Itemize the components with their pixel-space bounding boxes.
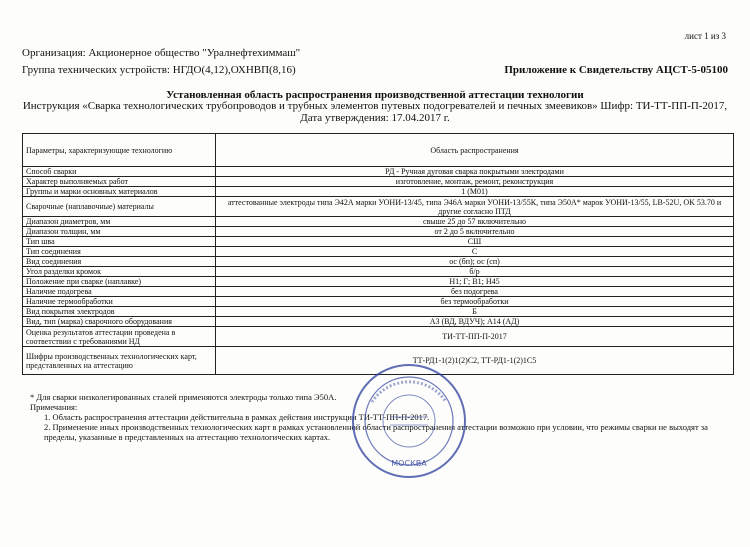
row-parameter: Вид покрытия электродов bbox=[23, 307, 216, 317]
table-row bbox=[23, 267, 734, 277]
table-row bbox=[23, 187, 734, 197]
row-value: А3 (ВД, ВДУЧ); А14 (АД) bbox=[216, 317, 734, 327]
table-row bbox=[23, 167, 734, 177]
row-value: СШ bbox=[216, 237, 734, 247]
device-group: Группа технических устройств: НГДО(4,12),ОХНВП(8,16) bbox=[22, 64, 296, 76]
row-value: без термообработки bbox=[216, 297, 734, 307]
row-parameter: Наличие термообработки bbox=[23, 297, 216, 307]
note-2: 2. Применение иных производственных технологических карт в рамках установленной области распространения аттестации возможно при условии, что режимы сварки не выходят за пределы, указанные в представленных на аттестацию технологических картах. bbox=[44, 422, 708, 442]
row-parameter: Оценка результатов аттестации проведена в соответствии с требованиями НД bbox=[23, 327, 216, 347]
table-row bbox=[23, 287, 734, 297]
row-value: Б bbox=[216, 307, 734, 317]
row-value: С bbox=[216, 247, 734, 257]
sheet-number: лист 1 из 3 bbox=[684, 31, 726, 41]
row-parameter: Диапазон толщин, мм bbox=[23, 227, 216, 237]
row-value: РД - Ручная дуговая сварка покрытыми электродами bbox=[216, 167, 734, 177]
table-row bbox=[23, 197, 734, 217]
row-parameter: Положение при сварке (наплавке) bbox=[23, 277, 216, 287]
table-header-parameters: Параметры, характеризующие технологию bbox=[23, 134, 216, 167]
row-parameter: Диапазон диаметров, мм bbox=[23, 217, 216, 227]
parameters-table bbox=[22, 133, 734, 375]
official-stamp-seal bbox=[350, 362, 468, 480]
row-value: свыше 25 до 57 включительно bbox=[216, 217, 734, 227]
table-row bbox=[23, 217, 734, 227]
row-parameter: Характер выполняемых работ bbox=[23, 177, 216, 187]
row-parameter: Группы и марки основных материалов bbox=[23, 187, 216, 197]
row-parameter: Наличие подогрева bbox=[23, 287, 216, 297]
notes-label: Примечания: bbox=[30, 402, 78, 412]
table-row bbox=[23, 257, 734, 267]
document-heading: Установленная область распространения производственной аттестации технологии bbox=[166, 89, 584, 101]
row-value: Н1; Г; В1; Н45 bbox=[216, 277, 734, 287]
row-value: 1 (М01) bbox=[216, 187, 734, 197]
row-parameter: Шифры производственных технологических карт, представленных на аттестацию bbox=[23, 347, 216, 375]
table-row bbox=[23, 177, 734, 187]
row-parameter: Вид соединения bbox=[23, 257, 216, 267]
row-value: ТТ-РД1-1(2)1(2)С2, ТТ-РД1-1(2)1С5 bbox=[216, 347, 734, 375]
document-subheading: Инструкция «Сварка технологических трубопроводов и трубных элементов путевых подогревателей и печных змеевиков» Шифр: ТИ-ТТ-ПП-П-2017, Дата утверждения: 17.04.2017 г. bbox=[22, 100, 728, 124]
row-parameter: Вид, тип (марка) сварочного оборудования bbox=[23, 317, 216, 327]
row-value: б/р bbox=[216, 267, 734, 277]
table-row bbox=[23, 327, 734, 347]
row-parameter: Тип соединения bbox=[23, 247, 216, 257]
table-row bbox=[23, 297, 734, 307]
table-row bbox=[23, 317, 734, 327]
row-parameter: Угол разделки кромок bbox=[23, 267, 216, 277]
row-value: без подогрева bbox=[216, 287, 734, 297]
row-value: ос (бп); ос (сп) bbox=[216, 257, 734, 267]
row-parameter: Сварочные (наплавочные) материалы bbox=[23, 197, 216, 217]
table-row bbox=[23, 307, 734, 317]
note-1: 1. Область распространения аттестации действительна в рамках действия инструкции ТИ-ТТ-ПП-П-2017. bbox=[44, 412, 430, 422]
table-row bbox=[23, 227, 734, 237]
stamp-city-text: МОСКВА bbox=[391, 459, 427, 468]
footnote: * Для сварки низколегированных сталей применяются электроды только типа Э50А. bbox=[30, 392, 337, 402]
row-value: ТИ-ТТ-ПП-П-2017 bbox=[216, 327, 734, 347]
row-value: от 2 до 5 включительно bbox=[216, 227, 734, 237]
appendix-title: Приложение к Свидетельству АЦСТ-5-05100 bbox=[504, 64, 728, 76]
organization: Организация: Акционерное общество "Уралнефтехиммаш" bbox=[22, 47, 301, 59]
row-value: изготовление, монтаж, ремонт, реконструкция bbox=[216, 177, 734, 187]
row-value: аттестованные электроды типа Э42А марки УОНИ-13/45, типа Э46А марки УОНИ-13/55К, типа Э50А* марок УОНИ-13/55, LB-52U, OK 53.70 и другие согласно ПТД bbox=[216, 197, 734, 217]
table-row bbox=[23, 277, 734, 287]
row-parameter: Тип шва bbox=[23, 237, 216, 247]
row-parameter: Способ сварки bbox=[23, 167, 216, 177]
table-row bbox=[23, 247, 734, 257]
table-header-scope: Область распространения bbox=[216, 134, 734, 167]
table-row bbox=[23, 237, 734, 247]
